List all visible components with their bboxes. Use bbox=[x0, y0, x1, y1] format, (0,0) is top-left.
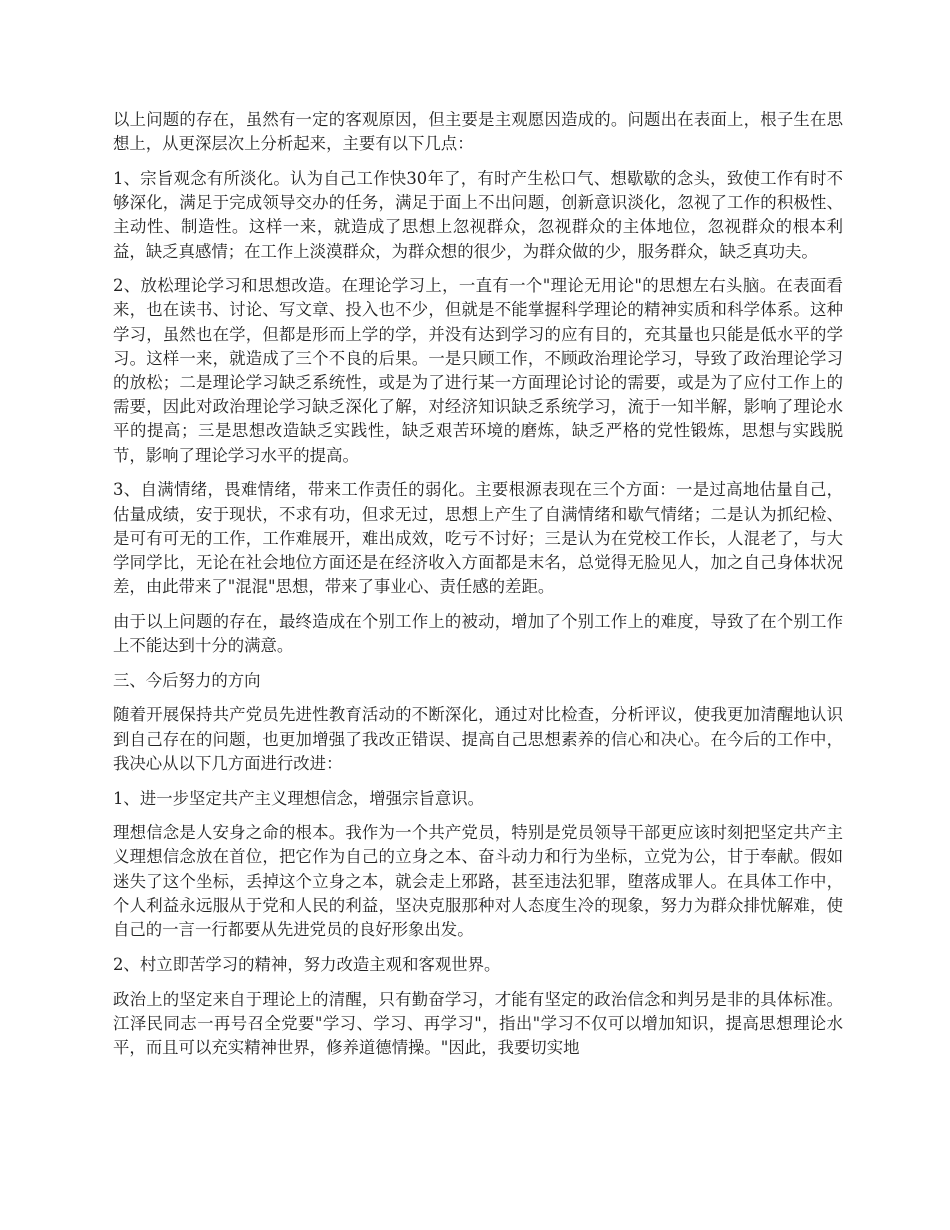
paragraph-point-2-theory: 2、放松理论学习和思想改造。在理论学习上，一直有一个"理论无用论"的思想左右头脑。在表面看来，也在读书、讨论、写文章、投入也不少，但就是不能掌握科学理论的精神实质和科学体系。这种学习，虽然也在学，但都是形而上学的学，并没有达到学习的应有目的，充其量也只能是低水平的学习。这样一来，就造成了三个不良的后果。一是只顾工作，不顾政治理论学习，导致了政治理论学习的放松；二是理论学习缺乏系统性，或是为了进行某一方面理论讨论的需要，或是为了应付工作上的需要，因此对政治理论学习缺乏深化了解，对经济知识缺乏系统学习，流于一知半解，影响了理论水平的提高；三是思想改造缺乏实践性，缺乏艰苦环境的磨炼，缺乏严格的党性锻炼，思想与实践脱节，影响了理论学习水平的提高。 bbox=[113, 276, 843, 465]
section-heading-future-direction: 三、今后努力的方向 bbox=[113, 670, 261, 690]
paragraph-ideals: 理想信念是人安身之命的根本。我作为一个共产党员，特别是党员领导干部更应该时刻把坚定共产主义理想信念放在首位，把它作为自己的立身之本、奋斗动力和行为坐标，立党为公，甘于奉献。假如迷失了这个坐标，丢掉这个立身之本，就会走上邪路，甚至违法犯罪，堕落成罪人。在具体工作中，个人利益永远服从于党和人民的利益，坚决克服那种对人态度生冷的现象，努力为群众排忧解难，使自己的一言一行都要从先进党员的良好形象出发。 bbox=[113, 823, 843, 940]
paragraph-study: 政治上的坚定来自于理论上的清醒，只有勤奋学习，才能有坚定的政治信念和判另是非的具体标准。江泽民同志一再号召全党要"学习、学习、再学习"，指出"学习不仅可以增加知识，提高思想理论水平，而且可以充实精神世界，修养道德情操。"因此，我要切实地 bbox=[113, 989, 843, 1057]
paragraph-future-intro: 随着开展保持共产党员先进性教育活动的不断深化，通过对比检查，分析评议，使我更加清醒地认识到自己存在的问题，也更加增强了我改正错误、提高自己思想素养的信心和决心。在今后的工作中，我决心从以下几方面进行改进： bbox=[113, 705, 843, 773]
paragraph-point-1-purpose: 1、宗旨观念有所淡化。认为自己工作快30年了，有时产生松口气、想歇歇的念头，致使工作有时不够深化，满足于完成领导交办的任务，满足于面上不出问题，创新意识淡化，忽视了工作的积极性、主动性、制造性。这样一来，就造成了思想上忽视群众，忽视群众的主体地位，忽视群众的根本利益，缺乏真感情；在工作上淡漠群众，为群众想的很少，为群众做的少，服务群众，缺乏真功夫。 bbox=[113, 168, 843, 261]
paragraph-consequence: 由于以上问题的存在，最终造成在个别工作上的被动，增加了个别工作上的难度，导致了在个别工作上不能达到十分的满意。 bbox=[113, 611, 843, 656]
paragraph-cause-analysis-intro: 以上问题的存在，虽然有一定的客观原因，但主要是主观愿因造成的。问题出在表面上，根子生在思想上，从更深层次上分析起来，主要有以下几点： bbox=[113, 110, 843, 154]
document-page bbox=[113, 108, 843, 1071]
subheading-study: 2、村立即苦学习的精神，努力改造主观和客观世界。 bbox=[113, 954, 501, 974]
paragraph-point-3-complacency: 3、自满情绪，畏难情绪，带来工作责任的弱化。主要根源表现在三个方面：一是过高地估量自己，估量成绩，安于现状，不求有功，但求无过，思想上产生了自满情绪和歇气情绪；二是认为抓纪检、是可有可无的工作，工作难展开，难出成效，吃亏不讨好；三是认为在党校工作长，人混老了，与大学同学比，无论在社会地位方面还是在经济收入方面都是末名，总觉得无脸见人，加之自己身体状况差，由此带来了"混混"思想，带来了事业心、责任感的差距。 bbox=[113, 480, 843, 597]
subheading-ideals: 1、进一步坚定共产主义理想信念，增强宗旨意识。 bbox=[113, 788, 485, 808]
